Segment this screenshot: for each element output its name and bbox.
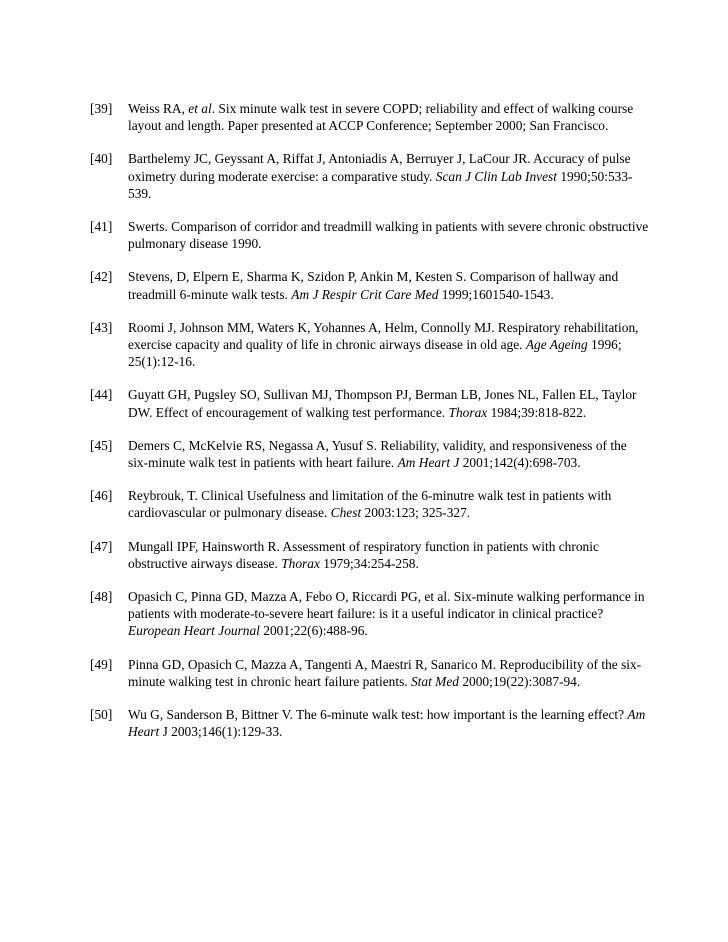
reference-item xyxy=(90,268,650,302)
reference-number: [46] xyxy=(90,488,113,504)
reference-number: [42] xyxy=(90,269,113,285)
reference-journal-title: Thorax xyxy=(448,404,488,420)
reference-item xyxy=(90,150,650,202)
reference-text-segment: Barthelemy JC, Geyssant A, Riffat J, Antoniadis A, Berruyer J, LaCour JR. Accuracy of pulse oximetry during moderate exercise: a comparative study. xyxy=(128,151,631,184)
reference-text-segment: Wu G, Sanderson B, Bittner V. The 6-minute walk test: how important is the learning effect? xyxy=(128,707,628,723)
reference-text xyxy=(128,588,650,640)
reference-journal-title: Thorax xyxy=(281,555,320,571)
reference-item xyxy=(90,487,650,521)
reference-text-segment: 2003:123; 325-327. xyxy=(361,505,471,521)
reference-number: [40] xyxy=(90,151,113,167)
reference-text-segment: 1990;50:533-539. xyxy=(128,168,633,201)
reference-item xyxy=(90,386,650,420)
reference-journal-title: Am J Respir Crit Care Med xyxy=(291,286,439,302)
reference-number: [39] xyxy=(90,101,113,116)
reference-number: [43] xyxy=(90,319,113,335)
reference-journal-title: Scan J Clin Lab Invest xyxy=(435,168,557,184)
reference-list xyxy=(90,100,650,756)
reference-text-segment: J 2003;146(1):129-33. xyxy=(159,724,283,740)
reference-item xyxy=(90,706,650,740)
reference-text-segment: Reybrouk, T. Clinical Usefulness and limitation of the 6-minutre walk test in patients with cardiovascular or pulmonary disease. xyxy=(128,488,612,521)
reference-text-segment: Opasich C, Pinna GD, Mazza A, Febo O, Riccardi PG, et al. Six-minute walking performance in patients with moderate-to-severe heart failure: is it a useful indicator in clinical practice? xyxy=(128,589,645,622)
reference-text-segment: Guyatt GH, Pugsley SO, Sullivan MJ, Thompson PJ, Berman LB, Jones NL, Fallen EL, Taylor DW. Effect of encouragement of walking test performance. xyxy=(128,387,637,420)
reference-number: [44] xyxy=(90,387,113,403)
reference-text xyxy=(128,538,650,572)
reference-text xyxy=(128,150,650,202)
reference-text-segment: 1984;39:818-822. xyxy=(487,404,587,420)
reference-text-segment: 2000;19(22):3087-94. xyxy=(458,673,581,689)
reference-number: [47] xyxy=(90,538,113,554)
reference-text-segment: Mungall IPF, Hainsworth R. Assessment of respiratory function in patients with chronic obstructive airways disease. xyxy=(128,538,599,571)
reference-number: [41] xyxy=(90,219,113,235)
reference-item xyxy=(90,437,650,471)
reference-text xyxy=(128,218,650,252)
reference-text-segment: 2001;22(6):488-96. xyxy=(259,623,368,639)
reference-text-segment: 1996; 25(1):12-16. xyxy=(128,337,622,370)
reference-text-segment: Swerts. Comparison of corridor and treadmill walking in patients with severe chronic obstructive pulmonary disease 1990. xyxy=(128,219,649,252)
reference-journal-title: Am Heart xyxy=(128,707,646,740)
reference-text-segment: 1979;34:254-258. xyxy=(319,555,419,571)
reference-item xyxy=(90,100,650,134)
reference-text-segment: 1999;1601540-1543. xyxy=(438,286,554,302)
reference-text-segment: Pinna GD, Opasich C, Mazza A, Tangenti A, Maestri R, Sanarico M. Reproducibility of the six-minute walking test in chronic heart failure patients. xyxy=(128,656,642,689)
reference-text xyxy=(128,487,650,521)
reference-item xyxy=(90,319,650,371)
reference-text xyxy=(128,437,650,471)
reference-text xyxy=(128,319,650,371)
reference-journal-title: Stat Med xyxy=(410,673,459,689)
reference-number: [48] xyxy=(90,589,113,605)
reference-item xyxy=(90,538,650,572)
reference-text-segment: Weiss RA, xyxy=(128,101,189,116)
reference-number: [45] xyxy=(90,437,113,453)
reference-text xyxy=(128,386,650,420)
reference-number: [50] xyxy=(90,707,113,723)
reference-text xyxy=(128,706,650,740)
reference-text xyxy=(128,268,650,302)
reference-journal-title: Am Heart J xyxy=(397,455,460,471)
reference-text-segment: . Six minute walk test in severe COPD; reliability and effect of walking course layout and length. Paper presented at ACCP Conference; September 2000; San Francisco. xyxy=(128,101,634,134)
reference-item xyxy=(90,218,650,252)
reference-text-segment: Roomi J, Johnson MM, Waters K, Yohannes A, Helm, Connolly MJ. Respiratory rehabilitation, exercise capacity and quality of life in chronic airways disease in old age. xyxy=(128,319,639,353)
reference-text xyxy=(128,100,650,134)
reference-journal-title: European Heart Journal xyxy=(128,623,260,639)
reference-text xyxy=(128,656,650,690)
reference-item xyxy=(90,588,650,640)
reference-journal-title: Age Ageing xyxy=(525,337,588,353)
reference-text-segment: Stevens, D, Elpern E, Sharma K, Szidon P, Ankin M, Kesten S. Comparison of hallway and treadmill 6-minute walk tests. xyxy=(128,269,619,302)
reference-number: [49] xyxy=(90,656,113,672)
reference-item xyxy=(90,656,650,690)
reference-journal-title: et al xyxy=(188,101,212,116)
reference-text-segment: Demers C, McKelvie RS, Negassa A, Yusuf S. Reliability, validity, and responsiveness of the six-minute walk test in patients with heart failure. xyxy=(128,437,627,471)
reference-journal-title: Chest xyxy=(330,505,362,521)
reference-text-segment: 2001;142(4):698-703. xyxy=(459,455,581,471)
